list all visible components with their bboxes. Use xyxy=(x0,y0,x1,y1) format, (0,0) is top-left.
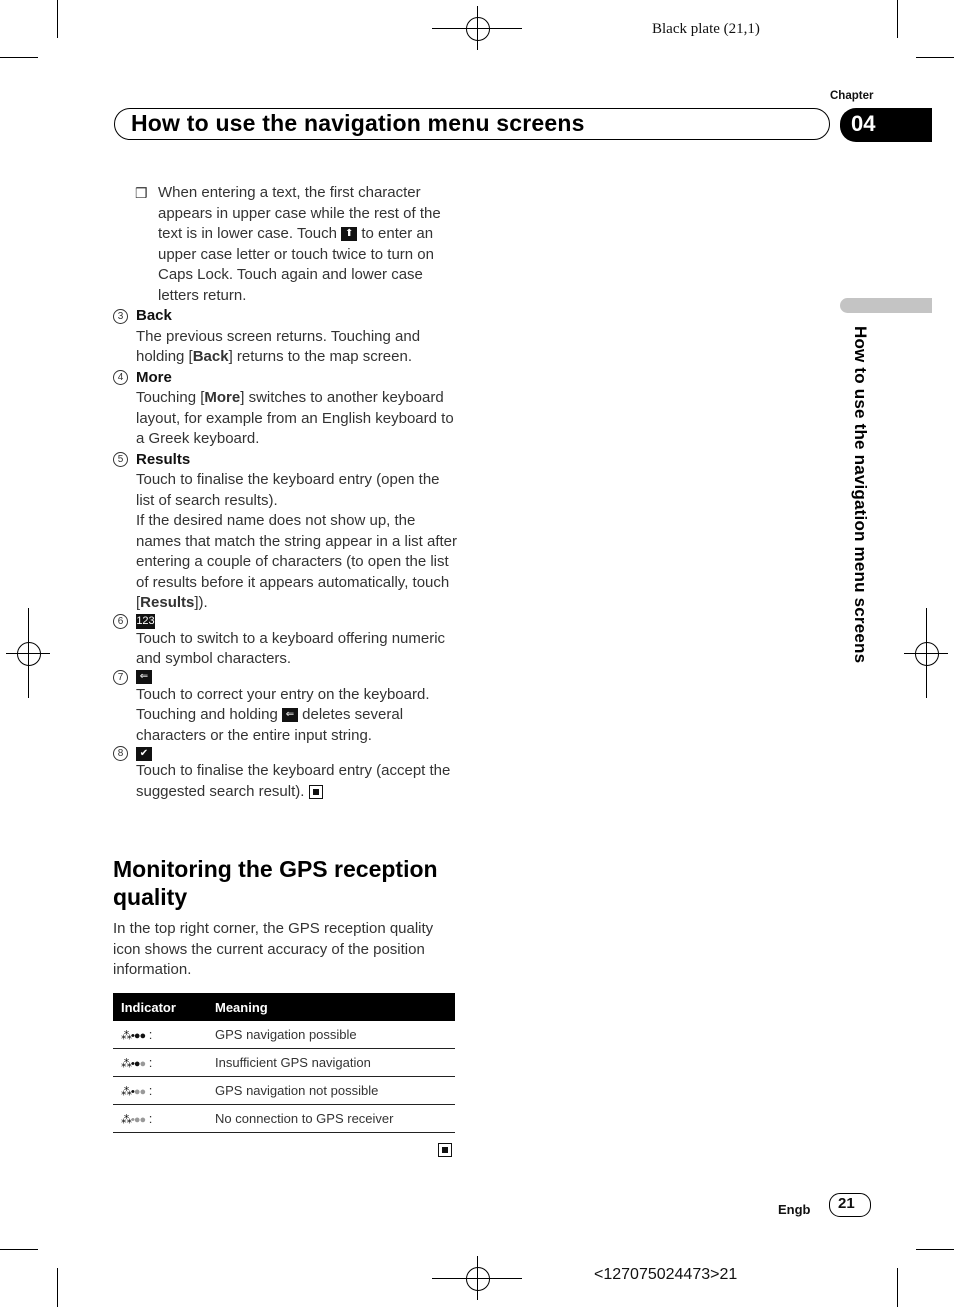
text: deletes several characters or the entire input string. xyxy=(136,706,404,744)
table-row xyxy=(113,1077,455,1105)
text: The previous screen returns. Touching and holding [ xyxy=(136,327,421,365)
item-title: Results xyxy=(136,450,191,468)
side-title: How to use the navigation menu screens xyxy=(851,326,870,664)
numeric-keyboard-icon: 123 xyxy=(136,614,155,627)
text-bold: Results xyxy=(140,594,195,611)
item-number: 8 xyxy=(113,746,128,761)
meaning-cell: GPS navigation not possible xyxy=(207,1077,455,1105)
text: Touch to finalise the keyboard entry (open the list of search results). xyxy=(136,471,440,509)
item-number: 4 xyxy=(113,370,128,385)
colon: : xyxy=(148,1083,153,1098)
item-numeric-keyboard xyxy=(113,614,457,629)
text-bold: More xyxy=(204,389,241,406)
table-row xyxy=(113,1105,455,1133)
chapter-number: 04 xyxy=(851,111,876,136)
note-text-b: to enter an upper case letter or touch twice to turn on Caps Lock. Touch again and lower case letters return. xyxy=(158,225,434,304)
item-number: 6 xyxy=(113,614,128,629)
satellite-2-bars-icon: ⁂•●● xyxy=(121,1058,146,1070)
table-header-row xyxy=(113,993,455,1021)
language-label: Engb xyxy=(778,1202,811,1217)
page-number: 21 xyxy=(838,1195,855,1212)
satellite-1-bar-icon: ⁂•●● xyxy=(121,1086,146,1098)
backspace-icon: ⇐ xyxy=(136,670,152,684)
satellite-3-bars-icon: ⁂•●● xyxy=(121,1030,146,1042)
meaning-cell: GPS navigation possible xyxy=(207,1021,455,1049)
checkmark-icon: ✔ xyxy=(136,747,152,761)
table-row xyxy=(113,1021,455,1049)
end-of-section-icon xyxy=(438,1143,452,1157)
indicator-cell xyxy=(113,1077,207,1105)
section-intro: In the top right corner, the GPS reception quality icon shows the current accuracy of the position information. xyxy=(113,920,434,978)
text: Touch to finalise the keyboard entry (accept the suggested search result). xyxy=(136,762,451,800)
note-text-a: When entering a text, the first character appears in upper case while the rest of the text is in lower case. Touch xyxy=(158,184,441,242)
item-body xyxy=(136,388,457,450)
item-title: Back xyxy=(136,307,172,324)
plate-label: Black plate (21,1) xyxy=(652,21,760,37)
item-number: 5 xyxy=(113,452,128,467)
footer-code: <127075024473>21 xyxy=(594,1266,738,1283)
text-bold: Back xyxy=(192,348,229,365)
side-tab xyxy=(840,298,932,313)
section-title: Monitoring the GPS reception quality xyxy=(113,856,438,910)
indicator-cell xyxy=(113,1105,207,1133)
end-of-section-icon xyxy=(309,785,323,799)
text: If the desired name does not show up, the names that match the string appear in a list after entering a couple of characters (to open the list of results before it appears automatically, touch [ xyxy=(136,512,457,611)
backspace-icon: ⇐ xyxy=(282,708,298,722)
meaning-cell: Insufficient GPS navigation xyxy=(207,1049,455,1077)
text: ] switches to another keyboard layout, for example from an English keyboard to a Greek keyboard. xyxy=(136,389,454,447)
indicator-cell xyxy=(113,1021,207,1049)
text: ] returns to the map screen. xyxy=(228,348,412,365)
note-text xyxy=(158,183,457,306)
shift-arrow-icon: ⬆ xyxy=(341,227,357,241)
text: Touching [ xyxy=(136,389,205,406)
item-back xyxy=(113,306,457,327)
text: Touch to correct your entry on the keyboard. Touching and holding xyxy=(136,685,430,723)
indicator-cell xyxy=(113,1049,207,1077)
table-row xyxy=(113,1049,455,1077)
satellite-0-bars-icon: ⁂•●● xyxy=(121,1114,146,1126)
text xyxy=(136,511,457,614)
item-accept xyxy=(113,746,457,761)
item-body xyxy=(136,761,457,802)
item-body: Touch to switch to a keyboard offering numeric and symbol characters. xyxy=(136,629,446,667)
colon: : xyxy=(148,1027,153,1042)
item-more xyxy=(113,368,457,389)
item-number: 3 xyxy=(113,309,128,324)
item-results xyxy=(113,450,457,471)
gps-indicator-table xyxy=(113,993,455,1133)
colon: : xyxy=(148,1111,153,1126)
bullet-mark: ❒ xyxy=(135,185,148,201)
meaning-cell: No connection to GPS receiver xyxy=(207,1105,455,1133)
item-title: More xyxy=(136,368,172,386)
chapter-label: Chapter xyxy=(830,90,874,102)
item-body xyxy=(136,327,457,368)
column-header: Indicator xyxy=(113,993,207,1021)
main-content xyxy=(113,183,457,802)
item-body xyxy=(136,470,457,614)
header-title: How to use the navigation menu screens xyxy=(131,110,585,136)
note-bullet xyxy=(135,183,457,306)
item-number: 7 xyxy=(113,670,128,685)
item-backspace xyxy=(113,670,457,685)
column-header: Meaning xyxy=(207,993,455,1021)
text: ]). xyxy=(194,594,208,611)
colon: : xyxy=(148,1055,153,1070)
item-body xyxy=(136,685,457,747)
